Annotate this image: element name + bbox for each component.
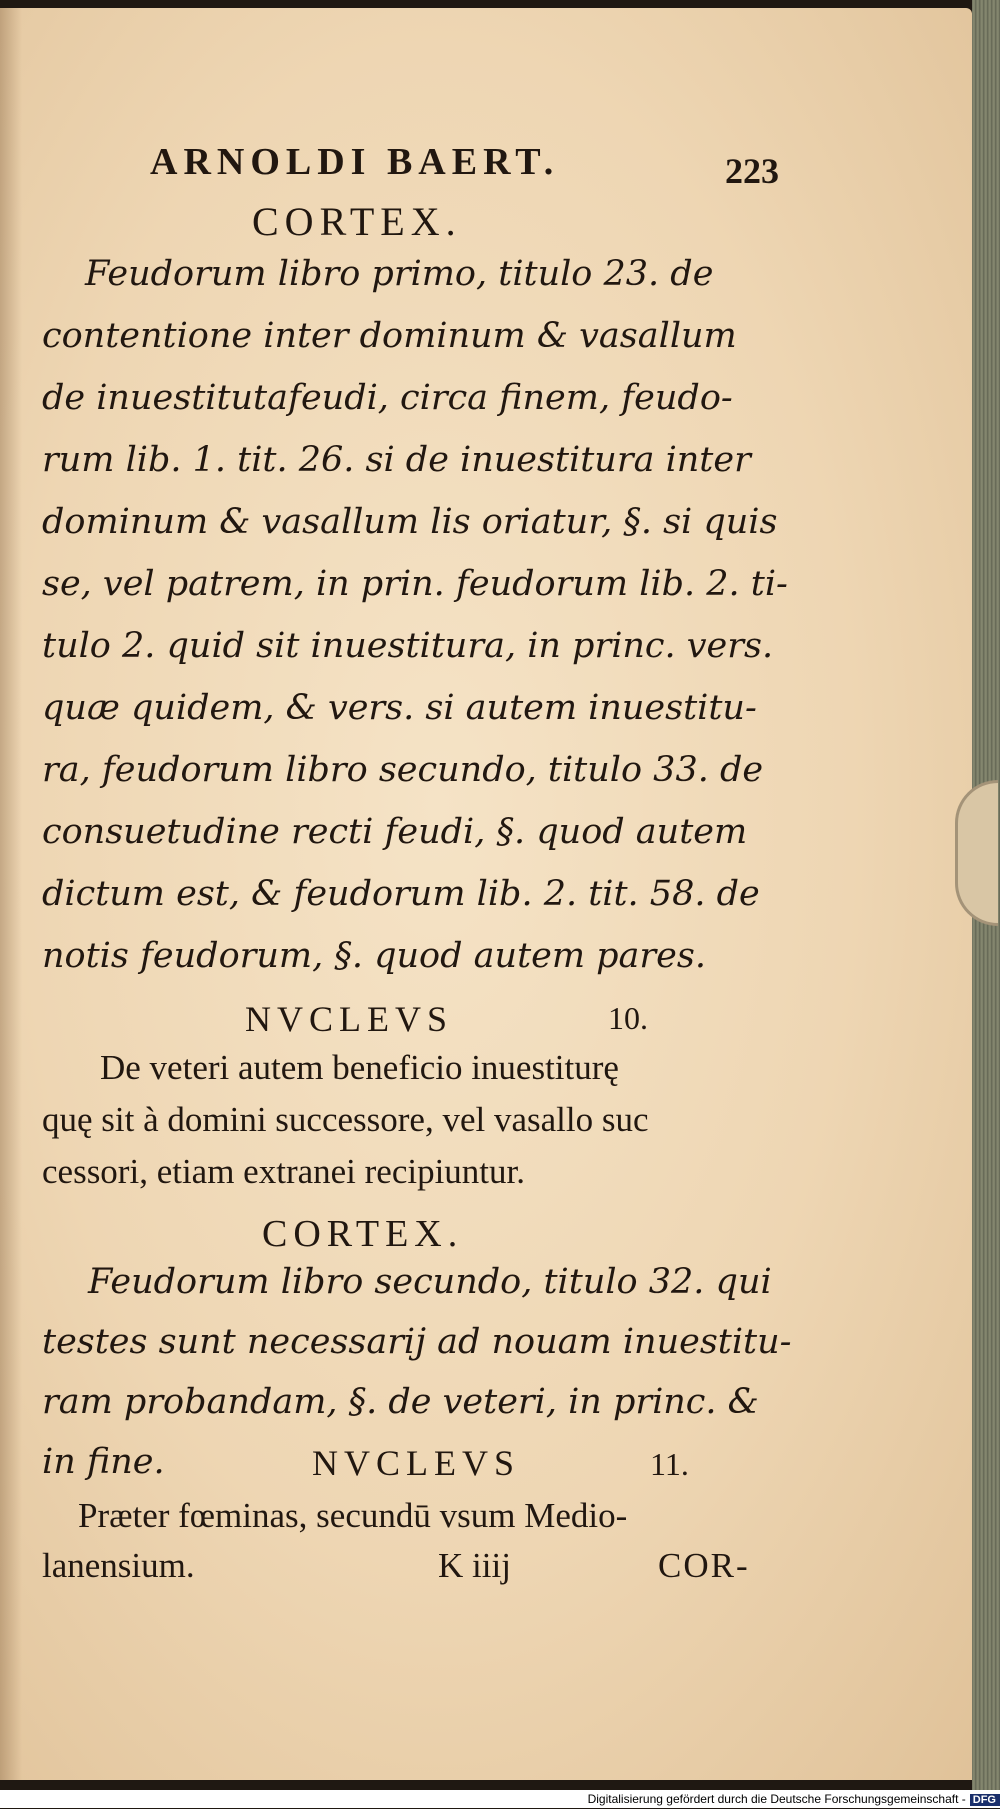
- text-line: dominum & vasallum lis oriatur, §. si quis: [42, 502, 778, 542]
- catchword: COR-: [658, 1546, 750, 1585]
- text-line: dictum est, & feudorum lib. 2. tit. 58. de: [42, 874, 760, 914]
- nucleus-number-10: 10.: [608, 1000, 648, 1036]
- text-line: Feudorum libro secundo, titulo 32. qui: [88, 1262, 772, 1302]
- text-line: cessori, etiam extranei recipiuntur.: [42, 1152, 526, 1191]
- text-line: ram probandam, §. de veteri, in princ. &: [42, 1382, 759, 1422]
- text-line: se, vel patrem, in prin. feudorum lib. 2. ti-: [42, 564, 788, 604]
- text-line: tulo 2. quid sit inuestitura, in princ. vers.: [42, 626, 774, 666]
- funding-credit: Digitalisierung gefördert durch die Deutsche Forschungsgemeinschaft -: [587, 1792, 966, 1806]
- text-line: Præter fœminas, secundū vsum Medio-: [78, 1496, 628, 1535]
- text-line: Feudorum libro primo, titulo 23. de: [85, 254, 714, 294]
- text-line: in fine.: [42, 1442, 165, 1482]
- text-line: quæ quidem, & vers. si autem inuestitu-: [42, 688, 757, 728]
- cortex-heading-2: CORTEX.: [262, 1213, 464, 1255]
- nucleus-heading-10: NVCLEVS: [245, 999, 454, 1039]
- text-line: ra, feudorum libro secundo, titulo 33. de: [42, 750, 764, 790]
- text-line: contentione inter dominum & vasallum: [42, 316, 737, 356]
- nucleus-number-11: 11.: [650, 1446, 689, 1482]
- text-line: rum lib. 1. tit. 26. si de inuestitura inter: [42, 440, 751, 480]
- text-line: lanensium.: [42, 1546, 195, 1585]
- text-line: consuetudine recti feudi, §. quod autem: [42, 812, 748, 852]
- running-title: ARNOLDI BAERT.: [150, 141, 560, 183]
- page-tab: [955, 780, 998, 926]
- signature-mark: K iiij: [438, 1546, 511, 1585]
- nucleus-heading-11: NVCLEVS: [312, 1443, 521, 1483]
- text-line: de inuestitutafeudi, circa finem, feudo-: [42, 378, 733, 418]
- text-line: testes sunt necessarij ad nouam inuestitu-: [42, 1322, 792, 1362]
- text-line: notis feudorum, §. quod autem pares.: [42, 936, 706, 976]
- cortex-heading-1: CORTEX.: [252, 199, 462, 244]
- text-line: quę sit à domini successore, vel vasallo suc: [42, 1100, 649, 1139]
- digitization-footer: [0, 1790, 1000, 1808]
- dfg-logo: DFG: [970, 1794, 1000, 1806]
- page-number: 223: [725, 151, 779, 191]
- text-line: De veteri autem beneficio inuestiturę: [100, 1048, 619, 1087]
